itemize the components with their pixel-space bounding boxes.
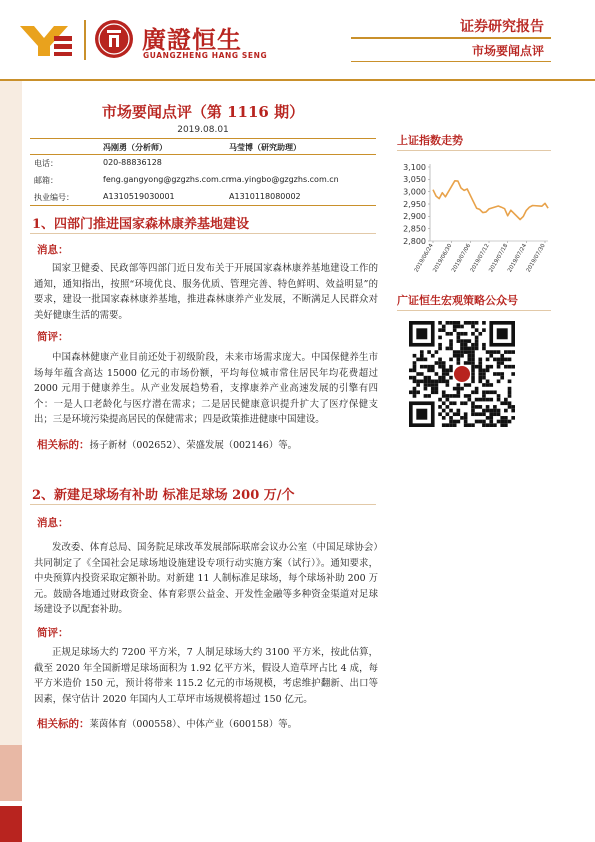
- related-value: 莱茵体育（000558）、中体产业（600158）等。: [89, 719, 298, 730]
- left-decor-band: [0, 81, 22, 801]
- related-stocks: [37, 437, 297, 452]
- license-label: 执业编号：: [34, 193, 74, 202]
- info-divider: [30, 154, 376, 155]
- news-label: 消息：: [37, 517, 69, 529]
- section-divider: [30, 504, 376, 505]
- logo-divider: [84, 20, 86, 60]
- y-tick-label: 2,850: [403, 224, 426, 234]
- x-tick-label: 2019/07/18: [488, 243, 510, 274]
- related-stocks: [37, 716, 297, 731]
- top-divider: [0, 79, 595, 81]
- page-title: 市场要闻点评（第 1116 期）: [101, 103, 305, 121]
- index-trend-chart: [394, 155, 554, 280]
- seal-logo-icon: [94, 19, 134, 59]
- info-divider: [30, 138, 376, 139]
- header-rule: [351, 61, 551, 62]
- x-tick-label: 2019/06/30: [432, 243, 454, 274]
- header-rule: [351, 37, 551, 39]
- email-1[interactable]: feng.gangyong@gzgzhs.com.cn: [103, 175, 231, 184]
- section-divider: [30, 233, 376, 234]
- report-date: 2019.08.01: [177, 125, 229, 135]
- y-tick-label: 2,950: [403, 199, 426, 209]
- comment-paragraph: 正规足球场大约 7200 平方米，7 人制足球场大约 3100 平方米，按此估算，截至 2020 年全国新增足球场面积为 1.92 亿平方米，假设人造草坪占比 4 成，每平方米造价 150 元，预计将带来 115.2 亿元的市场规模，考虑维护翻新、出口等因素，保守估计 2020 年国内人工草坪市场规模将超过 150 亿元。: [34, 647, 378, 705]
- related-label: 相关标的：: [37, 439, 90, 451]
- license-1: A1310519030001: [103, 192, 175, 201]
- x-tick-label: 2019/07/06: [451, 243, 473, 274]
- company-logo-icon: [18, 22, 74, 60]
- email-2[interactable]: ma.yingbo@gzgzhs.com.cn: [229, 175, 339, 184]
- related-label: 相关标的：: [37, 718, 90, 730]
- news-paragraph: 发改委、体育总局、国务院足球改革发展部际联席会议办公室（中国足球协会）共同制定了《全国社会足球场地设施建设专项行动实施方案（试行）》。通知要求，中央预算内投资采取定额补助。对新建 11 人制标准足球场，每个球场补助 200 万元。鼓励各地通过财政资金、体育彩票公益金、开发性金融等多种资金渠道对足球场建设予以配套补助。: [34, 542, 378, 616]
- news-paragraph: 国家卫健委、民政部等四部门近日发布关于开展国家森林康养基地建设工作的通知，通知指出，按照“环境优良、服务优质、管理完善、特色鲜明、效益明显”的要求，建设一批国家森林康养基地，推进森林康养产业发展，不断满足人民群众对美好健康生活的需要。: [34, 263, 378, 321]
- sidebar-divider: [397, 150, 551, 151]
- y-tick-label: 3,100: [403, 162, 426, 172]
- author-1: 冯刚勇（分析师）: [103, 142, 167, 152]
- x-tick-label: 2019/06/24: [413, 243, 435, 274]
- qr-title: 广证恒生宏观策略公众号: [397, 294, 518, 307]
- x-tick-label: 2019/07/30: [525, 243, 547, 274]
- sidebar-divider: [397, 310, 551, 311]
- comment-label: 简评：: [37, 331, 69, 343]
- phone-value: 020-88836128: [103, 158, 162, 167]
- license-2: A1310118080002: [229, 192, 301, 201]
- report-category: 市场要闻点评: [471, 44, 544, 58]
- x-tick-label: 2019/07/24: [507, 243, 529, 274]
- index-series-line: [433, 181, 548, 220]
- section-2-title: 2、新建足球场有补助 标准足球场 200 万/个: [32, 488, 295, 503]
- y-tick-label: 2,900: [403, 212, 426, 222]
- brand-name-cn: 廣證恒生: [142, 26, 242, 54]
- left-decor-block: [0, 745, 22, 801]
- comment-paragraph: 中国森林健康产业目前还处于初级阶段，未来市场需求庞大。中国保健养生市场每年蕴含高达 15000 亿元的市场份额，平均每位城市常住居民年均花费超过 2000 元用于健康养生。从产业发展趋势看，支撑康养产业高速发展的引擎有四个：一是人口老龄化与医疗潜在需求；二是居民健康意识提升扩大了医疗保健支出；三是环境污染提高居民的保健需求；四是政策推进健康中国建设。: [34, 352, 378, 426]
- brand-name-en: GUANGZHENG HANG SENG: [143, 51, 268, 60]
- phone-label: 电话：: [34, 159, 58, 168]
- y-tick-label: 3,000: [403, 187, 426, 197]
- news-label: 消息：: [37, 244, 69, 256]
- left-decor-corner: [0, 806, 22, 842]
- info-divider: [30, 205, 376, 206]
- comment-label: 简评：: [37, 627, 69, 639]
- section-1-title: 1、四部门推进国家森林康养基地建设: [32, 217, 250, 232]
- author-2: 马莹博（研究助理）: [229, 142, 301, 152]
- related-value: 扬子新材（002652）、荣盛发展（002146）等。: [89, 440, 298, 451]
- chart-title: 上证指数走势: [397, 134, 463, 147]
- y-tick-label: 3,050: [403, 175, 426, 185]
- y-tick-label: 2,800: [403, 236, 426, 246]
- x-tick-label: 2019/07/12: [469, 243, 491, 274]
- email-label: 邮箱：: [34, 176, 58, 185]
- qr-code-icon[interactable]: [409, 321, 515, 427]
- report-type: 证券研究报告: [460, 19, 544, 35]
